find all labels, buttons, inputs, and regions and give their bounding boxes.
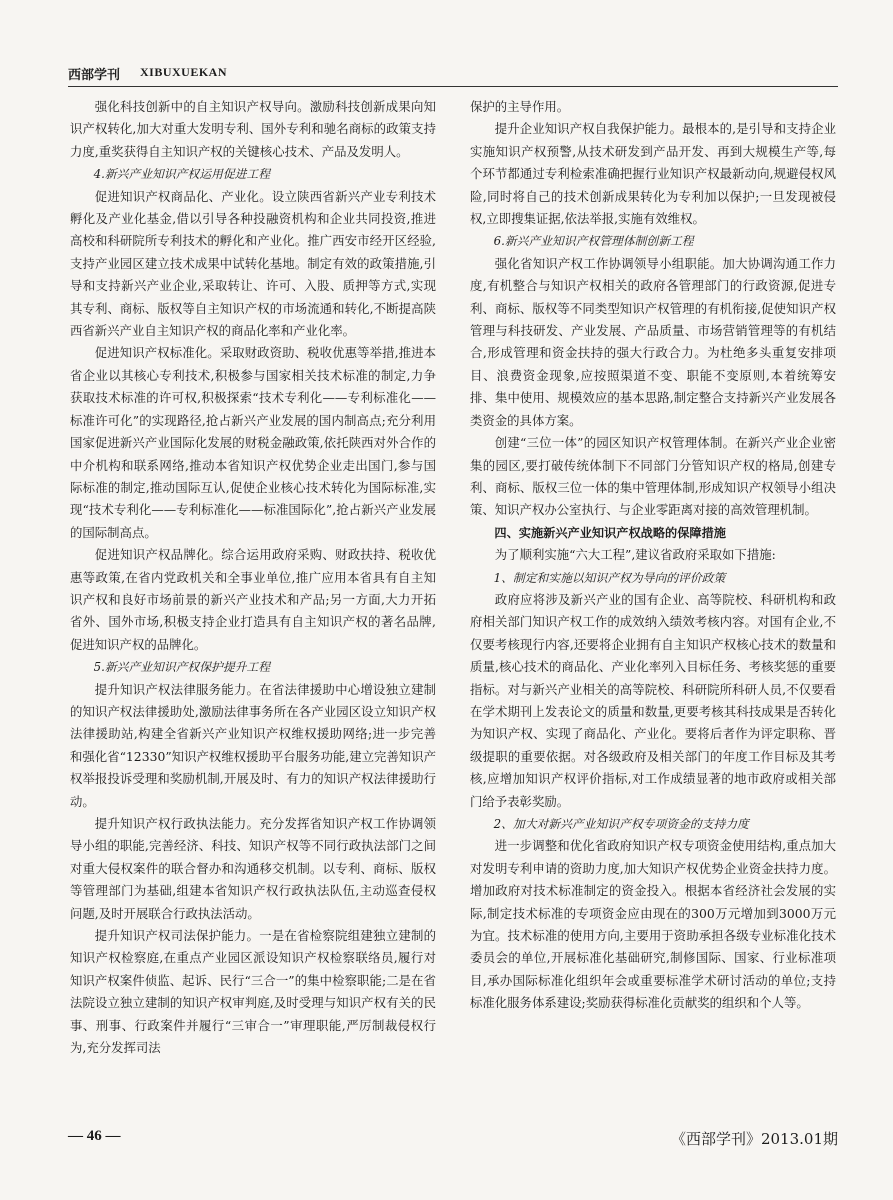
paragraph: 提升企业知识产权自我保护能力。最根本的,是引导和支持企业实施知识产权预警,从技术研发到产品开发、再到大规模生产等,每个环节都通过专利检索准确把握行业知识产权最新动向,规避侵权风险,同时将自己的技术创新成果转化为专利加以保护;一旦发现被侵权,立即搜集证据,依法举报,实施有效维权。 [470, 121, 836, 227]
paragraph: 强化省知识产权工作协调领导小组职能。加大协调沟通工作力度,有机整合与知识产权相关的政府各管理部门的行政资源,促进专利、商标、版权等不同类型知识产权管理的有机衔接,促使知识产权管理与科技研发、产业发展、产品质量、市场营销管理等的有机结合,形成管理和资金扶持的强大行政合力。为杜绝多头重复安排项目、浪费资金现象,应按照渠道不变、职能不变原则,本着统筹安排、集中使用、规模效应的基本思路,制定整合支持新兴产业发展各类资金的具体方案。 [470, 255, 836, 428]
issue-label: 《西部学刊》2013.01期 [670, 1130, 838, 1148]
paragraph: 政府应将涉及新兴产业的国有企业、高等院校、科研机构和政府相关部门知识产权工作的成效纳入绩效考核内容。对国有企业,不仅要考核现行内容,还要将企业拥有自主知识产权核心技术的数量和质量,核心技术的商品化、产业化率列入目标任务、考核奖惩的重要指标。对与新兴产业相关的高等院校、科研院所科研人员,不仅要看在学术期刊上发表论文的质量和数量,更要考核其科技成果是否转化为知识产权、实现了商品化、产业化。要将后者作为评定职称、晋级提职的重要依据。对各级政府及相关部门的年度工作目标及其考核,应增加知识产权评价指标,对工作成绩显著的地市政府或相关部门给予表彰奖励。 [470, 591, 836, 809]
section-heading: 四、实施新兴产业知识产权战略的保障措施 [494, 525, 726, 540]
paragraph: 创建“三位一体”的园区知识产权管理体制。在新兴产业企业密集的园区,要打破传统体制下不同部门分管知识产权的格局,创建专利、商标、版权三位一体的集中管理体制,形成知识产权领导小组决策、知识产权办公室执行、与企业零距离对接的高效管理机制。 [470, 435, 836, 518]
paragraph: 提升知识产权司法保护能力。一是在省检察院组建独立建制的知识产权检察庭,在重点产业园区派设知识产权检察联络员,履行对知识产权案件侦监、起诉、民行“三合一”的集中检察职能;二是在省法院设立独立建制的知识产权审判庭,及时受理与知识产权有关的民事、刑事、行政案件并履行“三审合一”审理职能,严厉制裁侵权行为,充分发挥司法 [70, 928, 436, 1056]
paragraph: 提升知识产权法律服务能力。在省法律援助中心增设独立建制的知识产权法律援助处,激励法律事务所在各产业园区设立知识产权法律援助站,构建全省新兴产业知识产权维权援助网络;进一步完善和强化省“12330”知识产权维权援助平台服务功能,建立完善知识产权举报投诉受理和奖励机制,开展及时、有力的知识产权法律援助行动。 [70, 681, 436, 809]
running-footer [68, 1128, 838, 1154]
paragraph: 促进知识产权标准化。采取财政资助、税收优惠等举措,推进本省企业以其核心专利技术,积极参与国家相关技术标准的制定,力争获取技术标准的许可权,积极探索“技术专利化——专利标准化——标准许可化”的实现路径,抢占新兴产业发展的国内制高点;充分利用国家促进新兴产业国际化发展的财税金融政策,依托陕西对外合作的中介机构和联系网络,推动本省知识产权优势企业走出国门,参与国际标准的制定,推动国际互认,促使企业核心技术转化为国际标准,实现“技术专利化——专利标准化——标准国际化”,抢占新兴产业发展的国际制高点。 [70, 345, 436, 540]
journal-name: 西部学刊 [68, 68, 121, 83]
subsection-heading: 5.新兴产业知识产权保护提升工程 [93, 660, 271, 675]
subsection-heading: 6.新兴产业知识产权管理体制创新工程 [493, 234, 694, 249]
journal-pinyin: XIBUXUEKAN [140, 65, 228, 79]
right-column [470, 96, 836, 1126]
paragraph: 提升知识产权行政执法能力。充分发挥省知识产权工作协调领导小组的职能,完善经济、科技、知识产权等不同行政执法部门之间对重大侵权案件的联合督办和沟通移交机制。以专利、商标、版权等管理部门为基础,组建本省知识产权行政执法队伍,主动巡查侵权问题,及时开展联合行政执法活动。 [70, 816, 436, 921]
left-column [70, 96, 436, 1126]
paragraph: 进一步调整和优化省政府知识产权专项资金使用结构,重点加大对发明专利申请的资助力度,加大知识产权优势企业资金扶持力度。增加政府对技术标准制定的资金投入。根据本省经济社会发展的实际,制定技术标准的专项资金应由现在的300万元增加到3000万元为宜。技术标准的使用方向,主要用于资助承担各级专业标准化技术委员会的单位,开展标准化基础研究,制修国际、国家、行业标准项目,承办国际标准化组织年会或重要标准学术研讨活动的单位;支持标准化服务体系建设;奖励获得标准化贡献奖的组织和个人等。 [470, 838, 836, 1011]
running-header [68, 62, 838, 87]
subsection-heading: 4.新兴产业知识产权运用促进工程 [93, 167, 271, 182]
paragraph: 强化科技创新中的自主知识产权导向。激励科技创新成果向知识产权转化,加大对重大发明专利、国外专利和驰名商标的政策支持力度,重奖获得自主知识产权的关键核心技术、产品及发明人。 [70, 99, 436, 159]
paragraph: 促进知识产权品牌化。综合运用政府采购、财政扶持、税收优惠等政策,在省内党政机关和全事业单位,推广应用本省具有自主知识产权和良好市场前景的新兴产业技术和产品;另一方面,大力开拓省外、国外市场,积极支持企业打造具有自主知识产权的著名品牌,促进知识产权的品牌化。 [70, 547, 436, 652]
subsection-heading: 1、制定和实施以知识产权为导向的评价政策 [493, 570, 726, 585]
paragraph: 为了顺利实施“六大工程”,建议省政府采取如下措施: [494, 547, 776, 563]
page-number: — 46 — [68, 1128, 121, 1144]
paragraph-continuation: 保护的主导作用。 [470, 99, 570, 114]
paragraph: 促进知识产权商品化、产业化。设立陕西省新兴产业专利技术孵化及产业化基金,借以引导各种投融资机构和企业共同投资,推进高校和科研院所专利技术的孵化和产业化。推广西安市经开区经验,支持产业园区建立技术成果中试转化基地。制定有效的政策措施,引导和支持新兴产业企业,采取转让、许可、入股、质押等方式,实现其专利、商标、版权等自主知识产权的市场流通和转化,不断提高陕西省新兴产业自主知识产权的商品化率和产业化率。 [70, 188, 436, 339]
subsection-heading: 2、加大对新兴产业知识产权专项资金的支持力度 [493, 817, 749, 831]
